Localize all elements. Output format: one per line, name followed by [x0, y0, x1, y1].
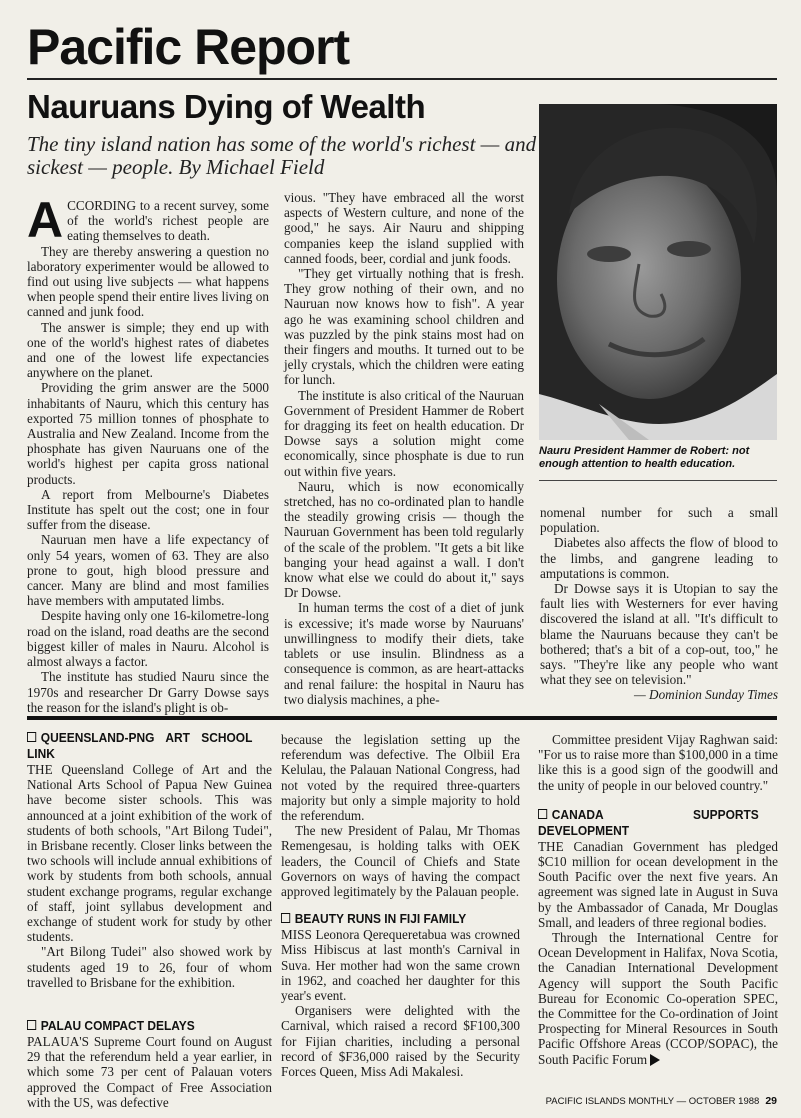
article-column-3: [540, 505, 778, 703]
deck: The tiny island nation has some of the world's richest — and sickest — people. By Michael Field: [27, 132, 537, 179]
article-paragraph: Despite having only one 16-kilometre-long road on the island, road deaths are the second biggest killer of males in Nauru. Alcohol is almost always a factor.: [27, 608, 269, 670]
news-paragraph: Organisers were delighted with the Carnival, which raised a record $F100,300 for Fijian charities, including a personal record of $F36,000 raised by the Security Forces Queen, Miss Adi Makalesi.: [281, 1003, 520, 1080]
article-paragraph: Nauruan men have a life expectancy of only 54 years, women of 63. They are also prone to gout, high blood pressure and cancer. Many are blind and most families have members with amputated limbs.: [27, 532, 269, 609]
president-photo: [539, 104, 777, 440]
news-paragraph: MISS Leonora Qerequeretabua was crowned Miss Hibiscus at last month's Carnival in Suva. Her mother had won the same crown in 1962, and coached her daughter for this year's event.: [281, 927, 520, 1004]
headline: Nauruans Dying of Wealth: [27, 88, 426, 125]
news-paragraph: THE Queensland College of Art and the National Arts School of Papua New Guinea have become sister schools. This was announced at a joint exhibition of the work of students of both schools, "Art Bilong Tudei", in Brisbane recently. Closer links between the two schools will include annual exhibitions of work by students from both schools, annual student exchange programs, regular exchange of staff, joint syllabus development and exchange of student work for study by other students.: [27, 762, 272, 945]
article-paragraph: Nauru, which is now economically stretched, has no co-ordinated plan to handle the steadily growing crisis — though the Nauruan Government has been told regularly of the scale of the problem. "It gets a bit like banging your head against a wall. I don't know what else we could do about it," says Dr Dowse.: [284, 478, 524, 601]
section-title: Pacific Report: [27, 19, 350, 75]
article-paragraph: In human terms the cost of a diet of junk is excessive; it's made worse by Nauruans' unwillingness to modify their diets, take tablets or use insulin. Blindness as a consequence is common, as are heart-attacks and renal failure: the hospital in Nauru has two dialysis machines, a phe-: [284, 600, 524, 707]
news-divider: [27, 716, 777, 720]
news-paragraph: PALAUA'S Supreme Court found on August 29 that the referendum held a year earlier, in which some 73 per cent of Palauan voters approved the Compact of Free Association with the US, was defective: [27, 1034, 272, 1110]
article-column-1: [27, 192, 269, 715]
article-paragraph: The institute is also critical of the Nauruan Government of President Hammer de Robert for dragging its feet on health education. Dr Dowse says a solution might come economically, since phosphate is due to run out within five years.: [284, 387, 524, 479]
photo-caption: Nauru President Hammer de Robert: not enough attention to health education.: [539, 445, 750, 470]
news-paragraph: Through the International Centre for Ocean Development in Halifax, Nova Scotia, the Canadian International Development Agency will support the South Pacific Bureau for Economic Co-operation SPEC, the Committee for the Co-ordination of Joint Prospecting for Mineral Resources in South Pacific Offshore Areas (CCOP/SOPAC), the South Pacific Forum: [538, 930, 778, 1067]
article-paragraph: ACCORDING to a recent survey, some of the world's richest people are eating themselves to death.: [27, 192, 269, 248]
checkbox-icon: [27, 1020, 36, 1030]
article-paragraph: vious. "They have embraced all the worst aspects of Western culture, and none of the good," he says. Air Nauru and shipping companies keep the island supplied with canned foods, beer, cordial and junk foods.: [284, 190, 524, 266]
news-paragraph: THE Canadian Government has pledged $C10 million for ocean development in the South Pacific over the next five years. An agreement was signed late in August in Suva by the Ambassador of Canada, Mr Douglas Small, and leaders of three regional bodies.: [538, 838, 778, 930]
drop-cap: A: [27, 192, 64, 248]
news-column-3: [538, 732, 778, 1067]
article-paragraph: nomenal number for such a small population.: [540, 505, 778, 536]
article-paragraph: "They get virtually nothing that is fresh. They grow nothing of their own, and no Nauruan now knows how to fish". A year ago he was examining school children and was puzzled by the pink stains most had on their fingers and mouths. It turned out to be jelly crystals, which the children were eating for lunch.: [284, 266, 524, 388]
caption-rule: [539, 480, 777, 481]
news-column-1: [27, 730, 272, 1110]
article-paragraph: Providing the grim answer are the 5000 inhabitants of Nauru, which this century has exported 75 million tonnes of phosphate to Australia and New Zealand. Income from the phosphate has given Nauruans one of the world's highest per capita gross national products.: [27, 380, 269, 487]
news-heading: CANADA SUPPORTS DEVELOPMENT: [538, 806, 759, 838]
continue-arrow-icon: [650, 1054, 660, 1066]
page-footer: [546, 1095, 777, 1107]
checkbox-icon: [281, 913, 290, 923]
article-paragraph: They are thereby answering a question no laboratory experimenter would be allowed to find out using live subjects — what happens when people spend their entire lives living on canned and junk food.: [27, 243, 269, 320]
news-paragraph: because the legislation setting up the referendum was defective. The Olbiil Era Kelulau, the Palauan National Congress, had not voted by the required three-quarters majority but only a simple majority to hold the referendum.: [281, 732, 520, 824]
news-column-2: [281, 732, 520, 1079]
checkbox-icon: [27, 732, 36, 742]
article-paragraph: Dr Dowse says it is Utopian to say the fault lies with Westerners for ever having discovered the island at all. "It's difficult to blame the Nauruans because they can't be bothered; that's a bit of a cop-out, too," he says. "They're like any people who want what they see on television.": [540, 581, 778, 688]
news-heading: PALAU COMPACT DELAYS: [27, 1018, 252, 1034]
checkbox-icon: [538, 809, 547, 819]
page-number: 29: [765, 1095, 777, 1107]
news-heading: QUEENSLAND-PNG ART SCHOOL LINK: [27, 730, 253, 761]
article-paragraph: Diabetes also affects the flow of blood to the limbs, and gangrene leading to amputations is common.: [540, 535, 778, 581]
news-heading: BEAUTY RUNS IN FIJI FAMILY: [281, 911, 501, 927]
article-paragraph: The answer is simple; they end up with one of the world's highest rates of diabetes and one of the lowest life expectancies anywhere on the planet.: [27, 319, 269, 381]
article-paragraph: A report from Melbourne's Diabetes Institute has spelt out the cost; one in four suffer from the disease.: [27, 486, 269, 533]
news-paragraph: The new President of Palau, Mr Thomas Remengesau, is holding talks with OEK leaders, the Council of Chiefs and State Governors on ways of having the compact approved legitimately by the Palauan people.: [281, 823, 520, 900]
article-paragraph: The institute has studied Nauru since the 1970s and researcher Dr Garry Dowse says the reason for the island's plight is ob-: [27, 669, 269, 715]
article-column-2: [284, 190, 524, 707]
article-credit: — Dominion Sunday Times: [634, 687, 778, 703]
portrait-image: [539, 104, 777, 440]
news-paragraph: Committee president Vijay Raghwan said: "For us to raise more than $100,000 in a time like this is a good sign of the goodwill and the unity of people in our beloved country.": [538, 732, 778, 793]
news-paragraph: "Art Bilong Tudei" also showed work by students aged 19 to 26, four of whom travelled to Brisbane for the exhibition.: [27, 944, 272, 990]
top-rule: [27, 78, 777, 80]
publication-name: PACIFIC ISLANDS MONTHLY — OCTOBER 1988: [545, 1096, 760, 1107]
